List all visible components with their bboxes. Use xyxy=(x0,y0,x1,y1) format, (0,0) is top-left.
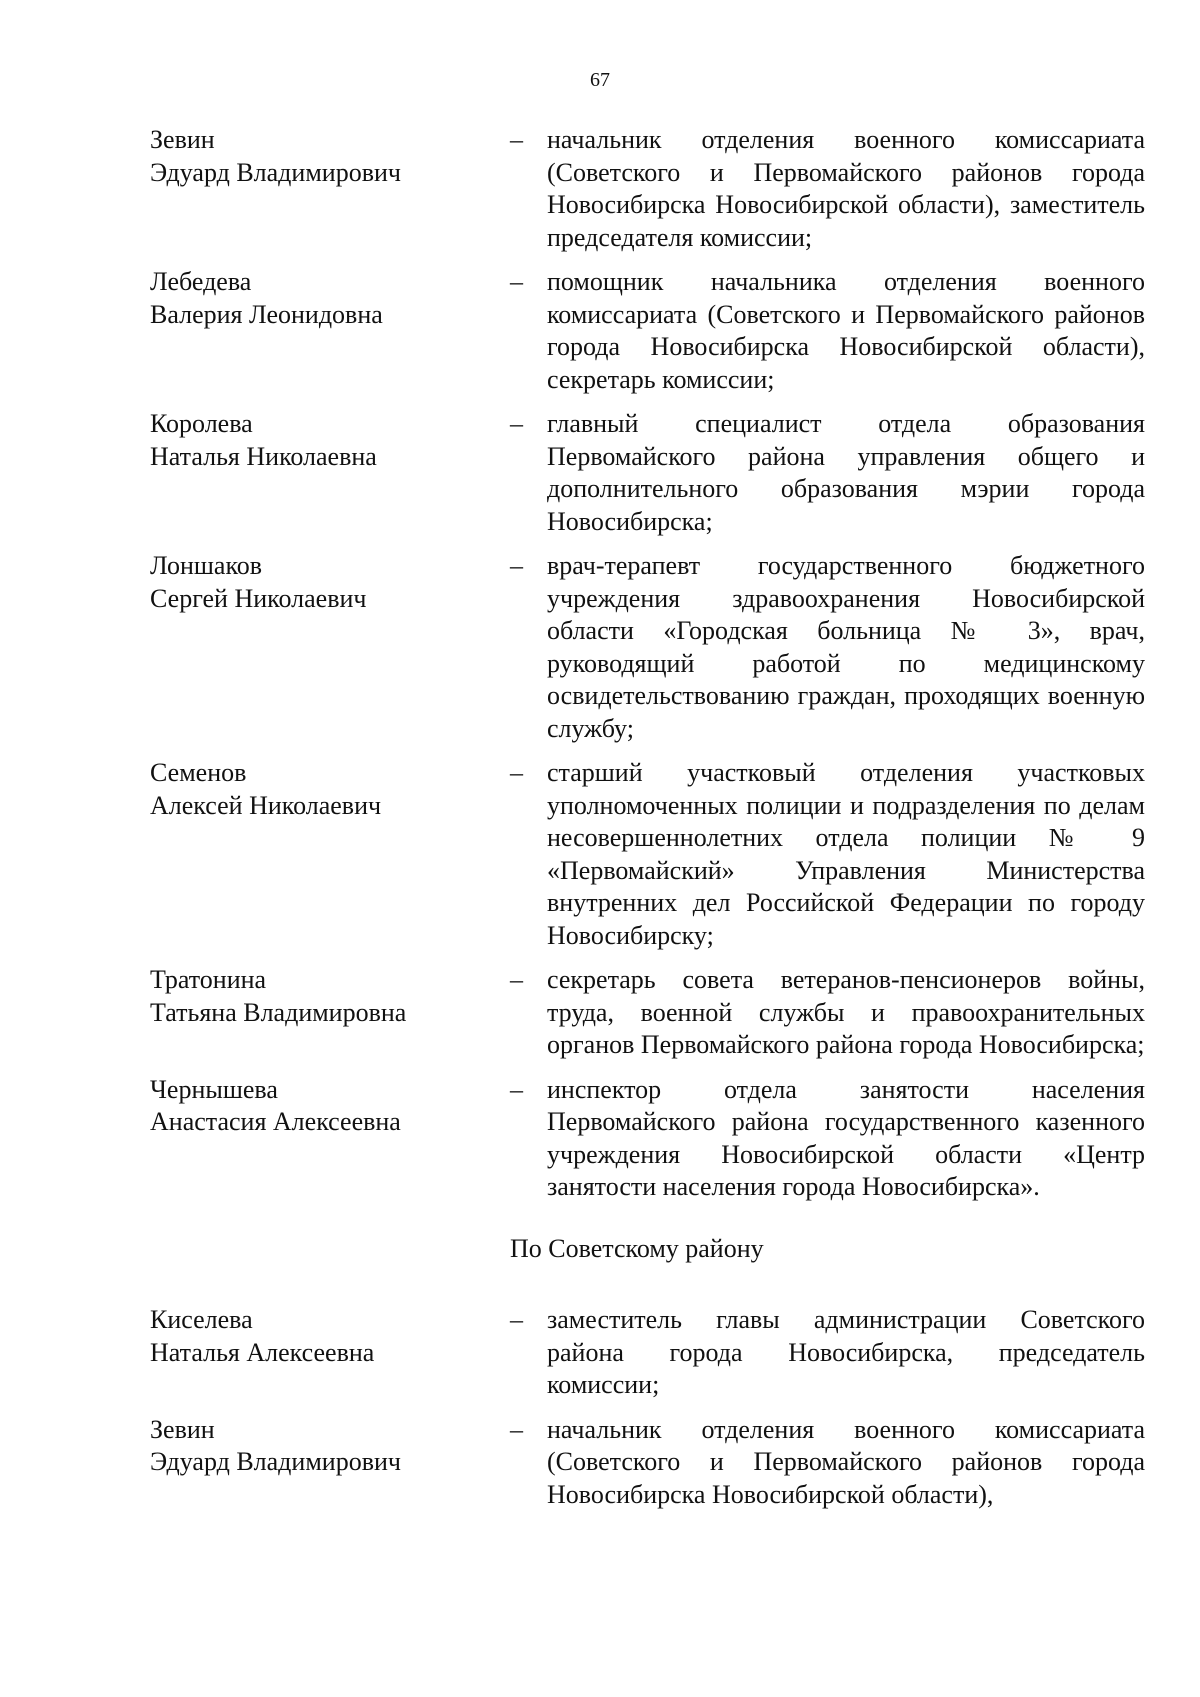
entry-dash: – xyxy=(510,1305,523,1334)
member-name xyxy=(150,964,510,1029)
member-surname: Лоншаков xyxy=(150,551,263,580)
member-position: старший участковый отделения участковых уполномоченных полиции и подразделения по делам несовершеннолетних отдела полиции № 9 «Первомайский» Управления Министерства внутренних дел Российской Федерации по городу Новосибирску; xyxy=(547,758,1145,950)
member-position: помощник начальника отделения военного комиссариата (Советского и Первомайского районов города Новосибирска Новосибирской области), секретарь комиссии; xyxy=(547,267,1145,394)
member-given-names: Алексей Николаевич xyxy=(150,790,382,820)
member-entry xyxy=(150,550,1145,745)
member-entry xyxy=(150,1414,1145,1512)
member-surname: Зевин xyxy=(150,125,215,154)
member-surname: Семенов xyxy=(150,758,247,787)
member-given-names: Татьяна Владимировна xyxy=(150,997,407,1027)
member-name xyxy=(150,550,510,615)
member-name xyxy=(150,408,510,473)
entry-dash: – xyxy=(510,267,523,296)
member-entry xyxy=(150,757,1145,952)
commission-members-list xyxy=(150,124,1145,1511)
member-name xyxy=(150,1414,510,1479)
member-entry xyxy=(150,1304,1145,1402)
entry-dash: – xyxy=(510,758,523,787)
section-heading: По Советскому району xyxy=(510,1233,764,1263)
member-surname: Киселева xyxy=(150,1305,253,1334)
member-position: главный специалист отдела образования Первомайского района управления общего и дополнительного образования мэрии города Новосибирска; xyxy=(547,409,1145,536)
member-position: начальник отделения военного комиссариата (Советского и Первомайского районов города Новосибирска Новосибирской области), заместитель председателя комиссии; xyxy=(547,125,1145,252)
member-position: инспектор отдела занятости населения Первомайского района государственного казенного учреждения Новосибирской области «Центр занятости населения города Новосибирска». xyxy=(547,1074,1145,1201)
member-name xyxy=(150,1074,510,1139)
member-given-names: Наталья Алексеевна xyxy=(150,1337,375,1367)
member-name xyxy=(150,124,510,189)
member-given-names: Валерия Леонидовна xyxy=(150,299,383,329)
member-entry xyxy=(150,408,1145,538)
entry-dash: – xyxy=(510,1414,523,1444)
member-position: заместитель главы администрации Советского района города Новосибирска, председатель комиссии; xyxy=(547,1305,1145,1399)
member-entry xyxy=(150,964,1145,1062)
member-given-names: Анастасия Алексеевна xyxy=(150,1107,401,1136)
member-surname: Зевин xyxy=(150,1414,215,1444)
member-name xyxy=(150,266,510,331)
member-position: начальник отделения военного комиссариата (Советского и Первомайского районов города Новосибирска Новосибирской области), xyxy=(547,1414,1145,1509)
member-surname: Королева xyxy=(150,409,253,438)
entry-dash: – xyxy=(510,409,523,438)
page-number: 67 xyxy=(590,69,610,91)
member-given-names: Эдуард Владимирович xyxy=(150,157,401,187)
member-given-names: Эдуард Владимирович xyxy=(150,1447,401,1476)
member-position: врач-терапевт государственного бюджетного учреждения здравоохранения Новосибирской области «Городская больница № 3», врач, руководящий работой по медицинскому освидетельствованию граждан, проходящих военную службу; xyxy=(547,551,1145,743)
entry-dash: – xyxy=(510,1074,523,1104)
entry-dash: – xyxy=(510,551,523,580)
member-surname: Тратонина xyxy=(150,965,267,994)
member-name xyxy=(150,757,510,822)
entry-dash: – xyxy=(510,965,523,994)
member-given-names: Наталья Николаевна xyxy=(150,441,377,471)
member-entry xyxy=(150,124,1145,254)
entry-dash: – xyxy=(510,125,523,154)
member-name xyxy=(150,1304,510,1369)
member-surname: Чернышева xyxy=(150,1074,278,1104)
member-position: секретарь совета ветеранов-пенсионеров войны, труда, военной службы и правоохранительных органов Первомайского района города Новосибирска; xyxy=(547,965,1145,1059)
member-entry xyxy=(150,1074,1145,1204)
member-surname: Лебедева xyxy=(150,267,252,296)
member-given-names: Сергей Николаевич xyxy=(150,583,367,613)
member-entry xyxy=(150,266,1145,396)
